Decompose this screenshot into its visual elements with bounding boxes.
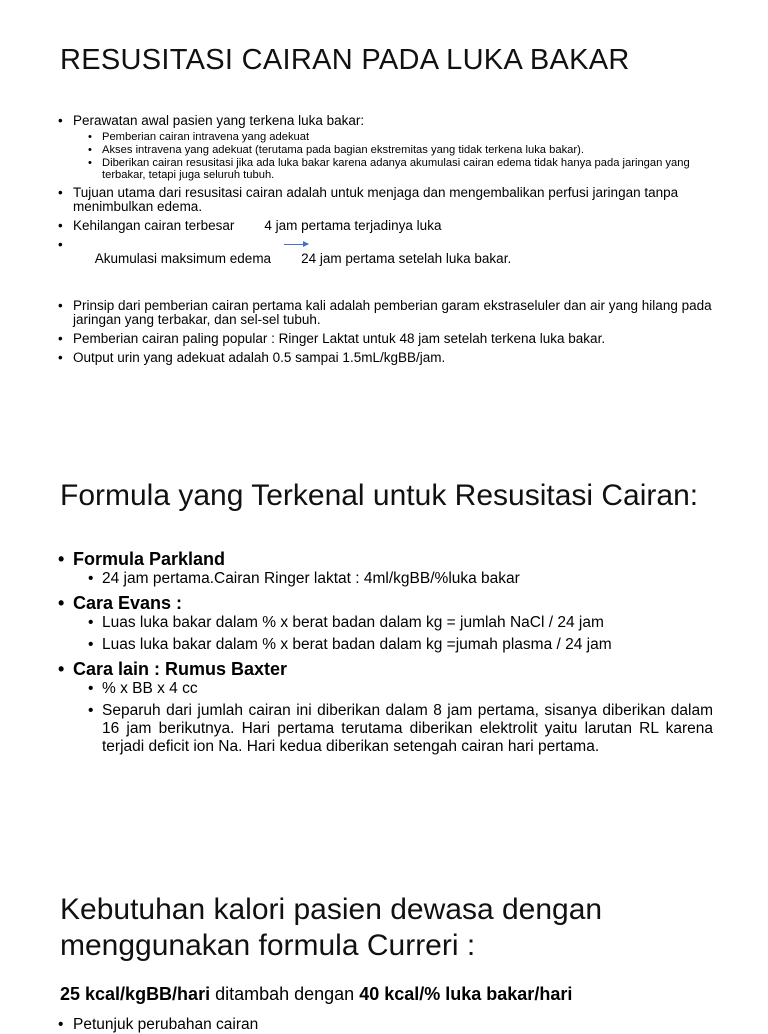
list-item: • Tujuan utama dari resusitasi cairan adalah untuk menjaga dan mengembalikan perfusi jaringan tanpa menimbulkan edema. [73, 186, 713, 214]
list-item-text: Perawatan awal pasien yang terkena luka bakar: [73, 113, 365, 128]
list-item [73, 548, 713, 588]
list-item-text: Formula Parkland [73, 549, 226, 569]
list-item [73, 114, 713, 181]
slide-resusitasi [0, 0, 768, 395]
sub-list-item: • Luas luka bakar dalam % x berat badan dalam kg = jumlah NaCl / 24 jam [102, 614, 713, 632]
formula-connector: ditambah dengan [210, 984, 360, 1004]
list-item-text: Cara lain : Rumus Baxter [73, 659, 288, 679]
slide-kalori [0, 880, 768, 1033]
sub-list-item: • Separuh dari jumlah cairan ini diberikan dalam 8 jam pertama, sisanya diberikan dalam 16 jam berikutnya. Hari pertama terutama diberikan elektrolit yaitu larutan RL karena terjadi deficit ion Na. Hari kedua diberikan setengah cairan hari pertama. [102, 702, 713, 756]
sub-list [102, 131, 713, 181]
sub-list [102, 614, 713, 654]
formula-part: 40 kcal/% luka bakar/hari [359, 984, 573, 1004]
slide-title [60, 892, 602, 964]
slide-formula [0, 460, 768, 840]
list-item [73, 592, 713, 654]
slide-title: Formula yang Terkenal untuk Resusitasi Cairan: [60, 479, 699, 512]
arrow-connector [284, 244, 308, 245]
list-item: • Kehilangan cairan terbesar 4 jam pertama terjadinya luka [73, 219, 713, 233]
sub-list-item: • % x BB x 4 cc [102, 680, 713, 698]
sub-list-item: • Pemberian cairan intravena yang adekuat [102, 131, 713, 143]
bullet-list [73, 548, 713, 760]
sub-list [102, 680, 713, 756]
list-item: • Prinsip dari pemberian cairan pertama kali adalah pemberian garam ekstraseluler dan air yang hilang pada jaringan yang terbakar, dan sel-sel tubuh. [73, 299, 713, 327]
bullet-list [73, 114, 713, 370]
list-item-text: Cara Evans : [73, 593, 183, 613]
sub-list-item: • 24 jam pertama.Cairan Ringer laktat : 4ml/kgBB/%luka bakar [102, 570, 713, 588]
list-item [73, 238, 713, 294]
slide-title-line: Kebutuhan kalori pasien dewasa dengan [60, 893, 603, 926]
list-item [73, 658, 713, 756]
list-item-text: Akumulasi maksimum edema 24 jam pertama setelah luka bakar. [94, 251, 512, 266]
list-item: • Pemberian cairan paling popular : Ringer Laktat untuk 48 jam setelah terkena luka bakar. [73, 332, 713, 346]
formula-part: 25 kcal/kgBB/hari [60, 984, 211, 1004]
slide-title-line: menggunakan formula Curreri : [60, 929, 476, 962]
list-item: • Output urin yang adekuat adalah 0.5 sampai 1.5mL/kgBB/jam. [73, 351, 713, 365]
sub-list [102, 570, 713, 588]
sub-list-item: • Luas luka bakar dalam % x berat badan dalam kg =jumah plasma / 24 jam [102, 636, 713, 654]
sub-list-item: • Diberikan cairan resusitasi jika ada luka bakar karena adanya akumulasi cairan edema tidak hanya pada jaringan yang terbakar, tetapi juga seluruh tubuh. [102, 157, 713, 181]
sub-list-item: • Akses intravena yang adekuat (terutama pada bagian ekstremitas yang tidak terkena luka bakar). [102, 144, 713, 156]
calorie-formula [60, 984, 572, 1005]
list-item: • Petunjuk perubahan cairan [73, 1016, 258, 1034]
slide-title: RESUSITASI CAIRAN PADA LUKA BAKAR [60, 44, 630, 76]
